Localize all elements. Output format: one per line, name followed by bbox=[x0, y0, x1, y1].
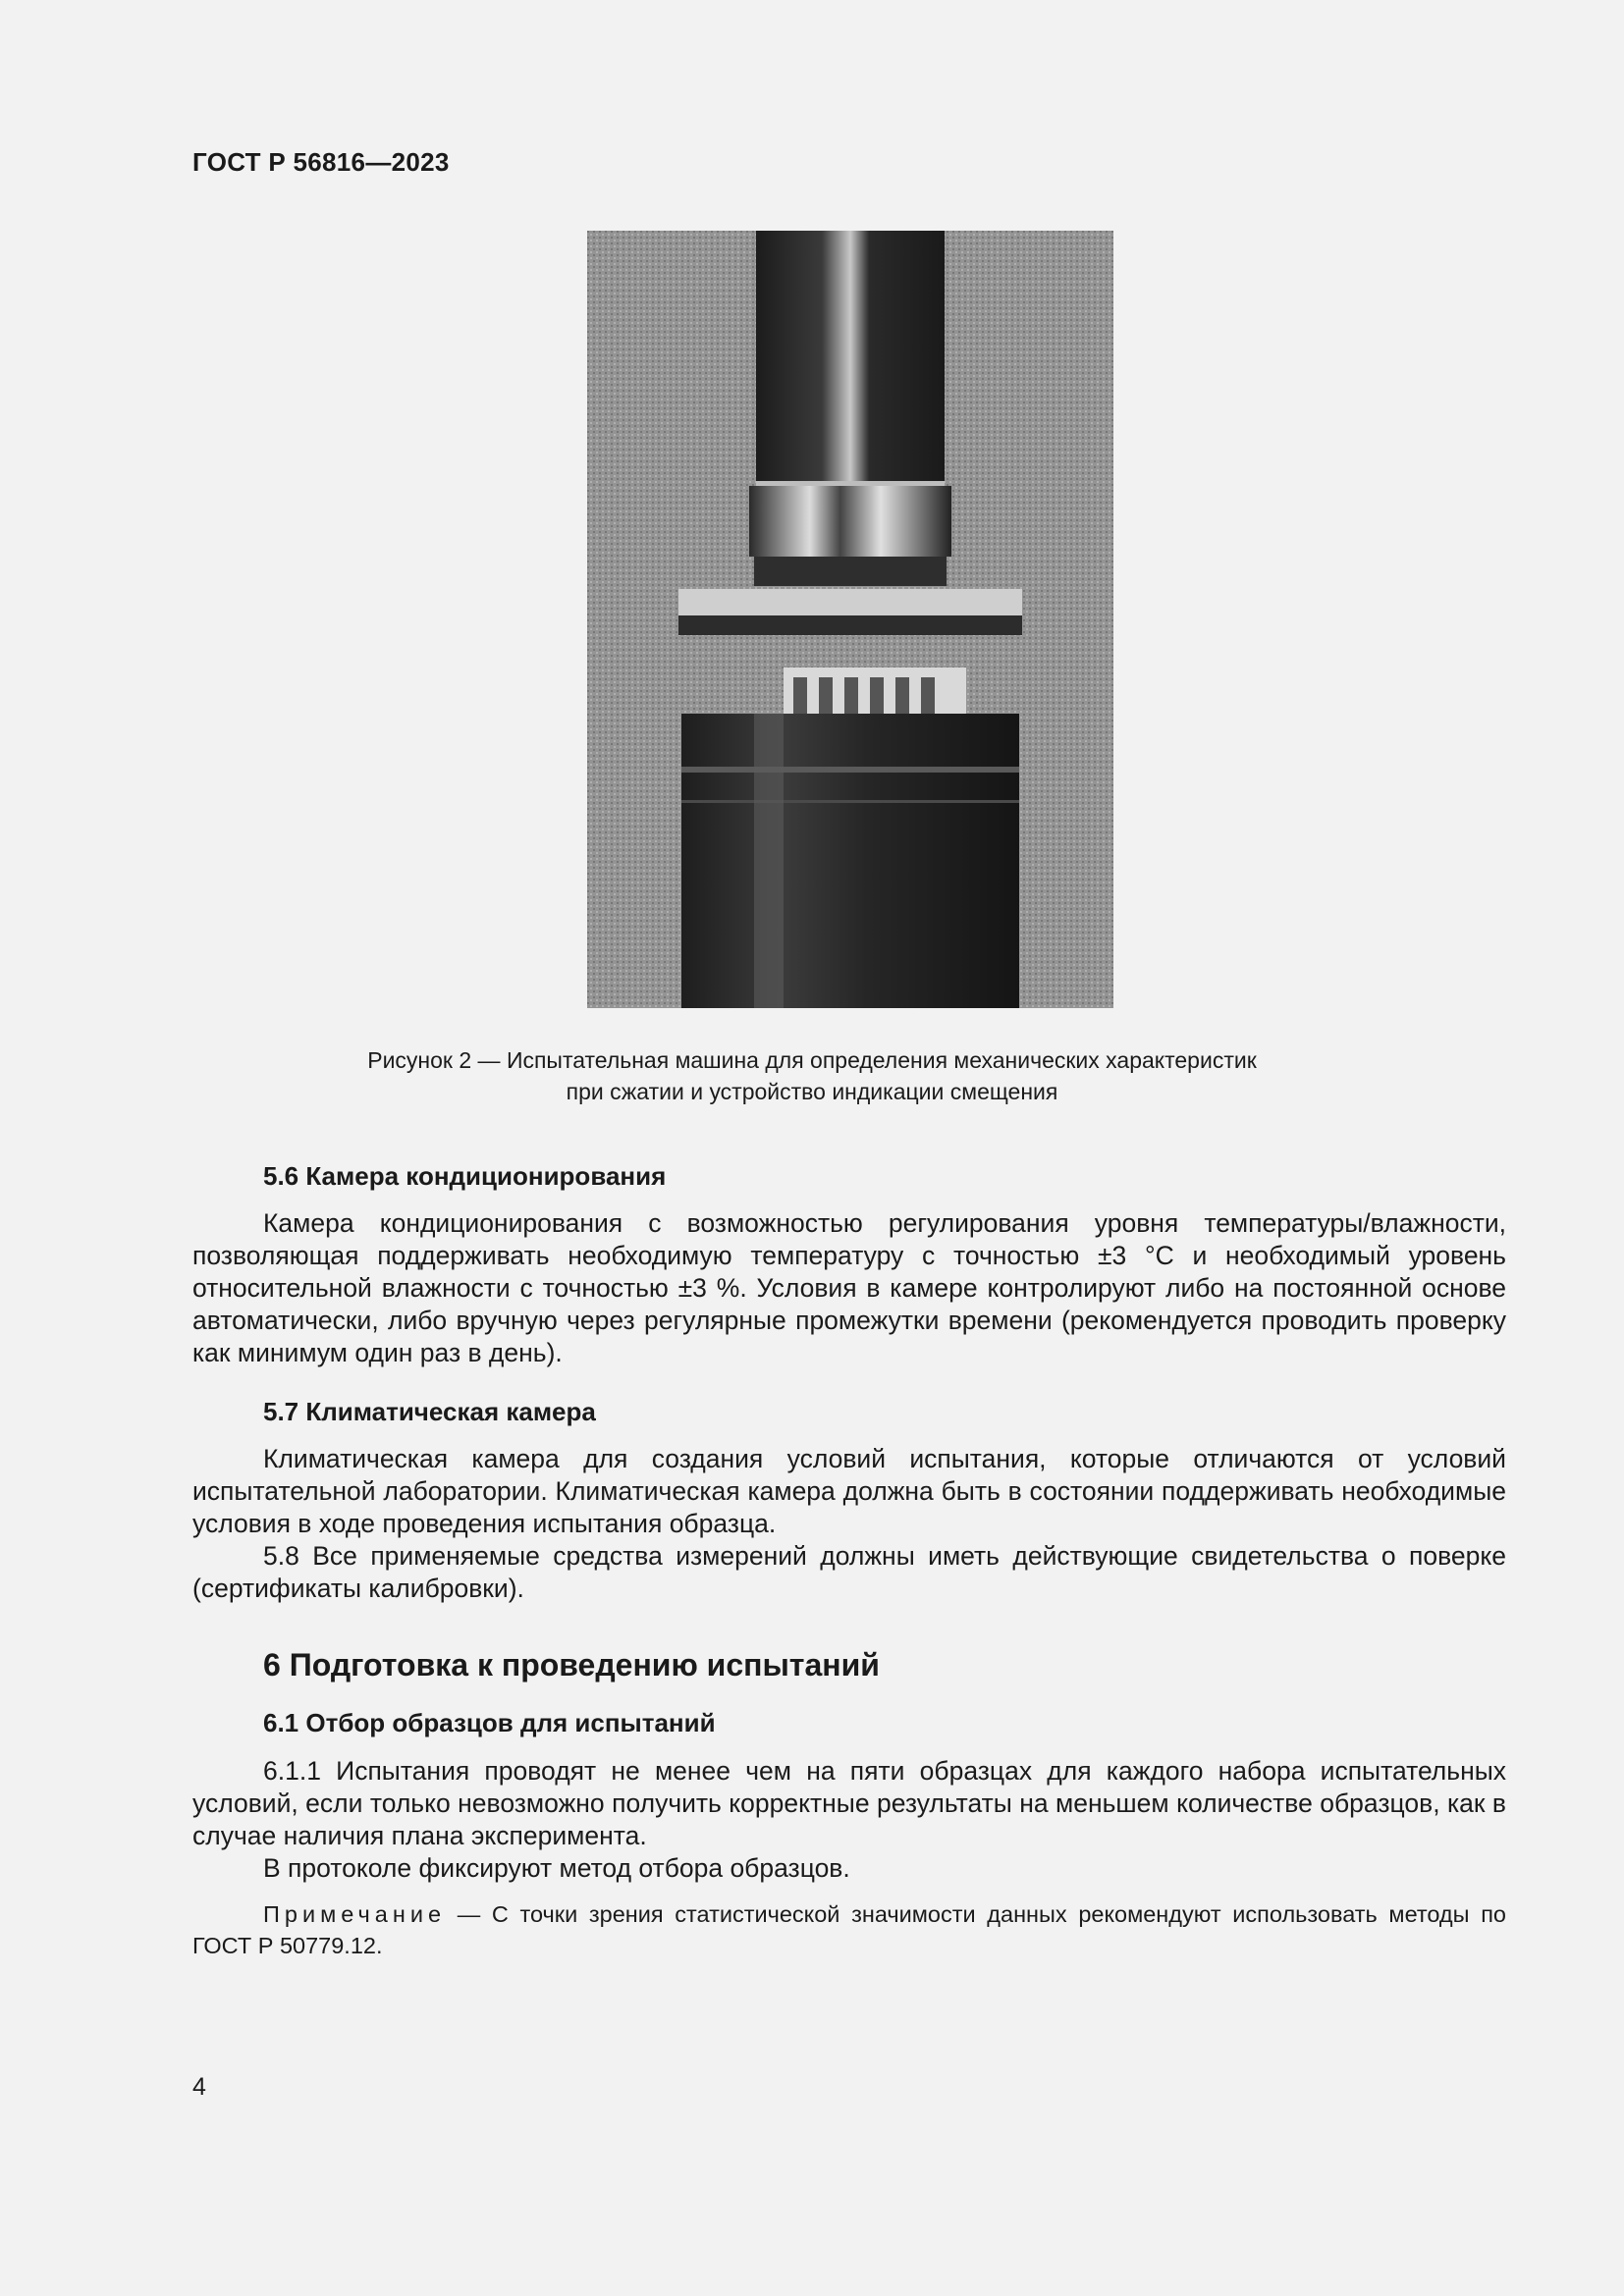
upper-nut bbox=[749, 486, 951, 557]
section-5-7-title: 5.7 Климатическая камера bbox=[263, 1397, 596, 1426]
note-text: — С точки зрения статистической значимости данных рекомендуют использовать методы по ГОСТ Р 50779.12. bbox=[192, 1901, 1506, 1958]
note-block bbox=[192, 1898, 1506, 1961]
figure-caption-line2: при сжатии и устройство индикации смещения bbox=[566, 1079, 1058, 1104]
section-5-8-paragraph: 5.8 Все применяемые средства измерений должны иметь действующие свидетельства о поверке (сертификаты калибровки). bbox=[192, 1541, 1506, 1603]
section-6-1-protocol-paragraph: В протоколе фиксируют метод отбора образцов. bbox=[263, 1853, 850, 1883]
section-5-6-body bbox=[192, 1207, 1506, 1369]
figure-caption-line1: Рисунок 2 — Испытательная машина для определения механических характеристик bbox=[367, 1047, 1257, 1073]
section-6-1-body bbox=[192, 1755, 1506, 1885]
section-6-1-title: 6.1 Отбор образцов для испытаний bbox=[263, 1708, 716, 1737]
section-6-1-1-paragraph: 6.1.1 Испытания проводят не менее чем на пяти образцах для каждого набора испытательных условий, если только невозможно получить корректные результаты на меньшем количестве образцов, как в случае наличия плана эксперимента. bbox=[192, 1756, 1506, 1850]
section-6-title: 6 Подготовка к проведению испытаний bbox=[263, 1647, 880, 1682]
figure-caption bbox=[192, 1044, 1432, 1107]
section-5-7-paragraph: Климатическая камера для создания условий испытания, которые отличаются от условий испытательной лаборатории. Климатическая камера должна быть в состоянии поддерживать необходимые условия в ходе проведения испытания образца. bbox=[192, 1444, 1506, 1538]
document-header: ГОСТ Р 56816—2023 bbox=[192, 147, 450, 177]
upper-rod bbox=[756, 231, 945, 491]
section-5-6-title: 5.6 Камера кондиционирования bbox=[263, 1161, 667, 1191]
lower-platen bbox=[681, 714, 1019, 1008]
section-5-7-body bbox=[192, 1443, 1506, 1605]
section-5-6-paragraph: Камера кондиционирования с возможностью регулирования уровня температуры/влажности, позволяющая поддерживать необходимую температуру с точностью ±3 °С и необходимый уровень относительной влажности с точностью ±3 %. Условия в камере контролируют либо на постоянной основе автоматически, либо вручную через регулярные промежутки времени (рекомендуется проводить проверку как минимум один раз в день). bbox=[192, 1208, 1506, 1367]
page-number: 4 bbox=[192, 2073, 206, 2101]
figure-image bbox=[587, 231, 1113, 1008]
note-label: Примечание bbox=[263, 1901, 447, 1927]
